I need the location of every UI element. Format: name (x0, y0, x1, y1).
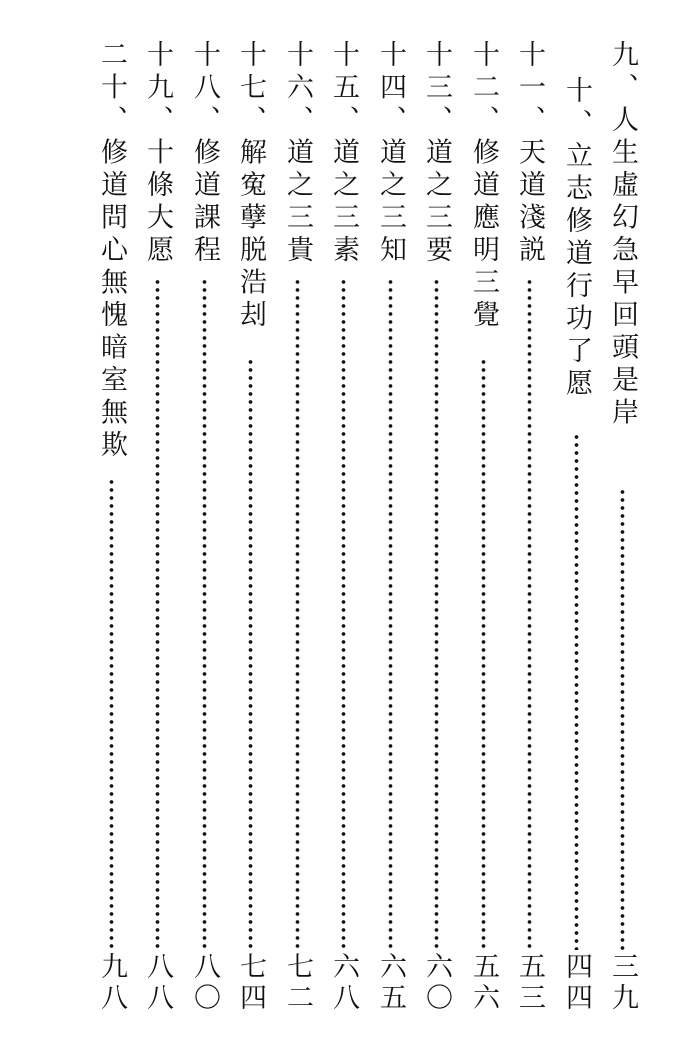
entry-page-number: 三九 (607, 952, 638, 1014)
dot-leader (481, 358, 486, 950)
entry-page-number: 七四 (235, 952, 266, 1014)
dot-leader (527, 278, 532, 950)
entry-page-number: 九八 (96, 952, 127, 1014)
toc-entry (277, 40, 317, 1025)
dot-leader (202, 278, 207, 950)
toc-entry (416, 40, 456, 1025)
toc-entry (137, 40, 177, 1025)
dot-leader (295, 278, 300, 950)
dot-leader (434, 278, 439, 950)
dot-leader (620, 488, 625, 950)
entry-title: 十二、修道應明三覺 (468, 40, 499, 333)
entry-page-number: 五三 (514, 952, 545, 1014)
toc-entry (184, 40, 224, 1025)
entry-title: 十四、道之三知 (375, 40, 406, 268)
dot-leader (109, 478, 114, 950)
entry-title: 十九、十條大愿 (142, 40, 173, 268)
entry-title: 十三、道之三要 (421, 40, 452, 268)
entry-page-number: 八八 (142, 952, 173, 1014)
entry-title: 十七、解寃孽脱浩刦 (235, 40, 266, 333)
entry-page-number: 七二 (282, 952, 313, 1014)
entry-page-number: 五六 (468, 952, 499, 1014)
entry-title: 二十、修道問心無愧暗室無欺 (96, 40, 127, 463)
toc-entry (91, 40, 131, 1025)
entry-page-number: 六〇 (421, 952, 452, 1014)
dot-leader (574, 433, 579, 950)
dot-leader (388, 278, 393, 950)
dot-leader (341, 278, 346, 950)
entry-page-number: 六五 (375, 952, 406, 1014)
entry-title: 十六、道之三貴 (282, 40, 313, 268)
dot-leader (155, 278, 160, 950)
toc-entry (463, 40, 503, 1025)
toc-entry (556, 40, 596, 1025)
entry-title: 十一、天道淺説 (514, 40, 545, 268)
toc-entry (509, 40, 549, 1025)
entry-page-number: 六八 (328, 952, 359, 1014)
toc-entry (370, 40, 410, 1025)
toc-entry (602, 40, 642, 1025)
entry-title: 十八、修道課程 (189, 40, 220, 268)
entry-page-number: 八〇 (189, 952, 220, 1014)
toc-entry (323, 40, 363, 1025)
entry-page-number: 四四 (561, 952, 592, 1014)
dot-leader (248, 358, 253, 950)
entry-title: 十、立志修道行功了愿 (561, 76, 592, 401)
entry-title: 十五、道之三素 (328, 40, 359, 268)
entry-title: 九、人生虛幻急早回頭是岸 (607, 40, 638, 430)
toc-entry (230, 40, 270, 1025)
